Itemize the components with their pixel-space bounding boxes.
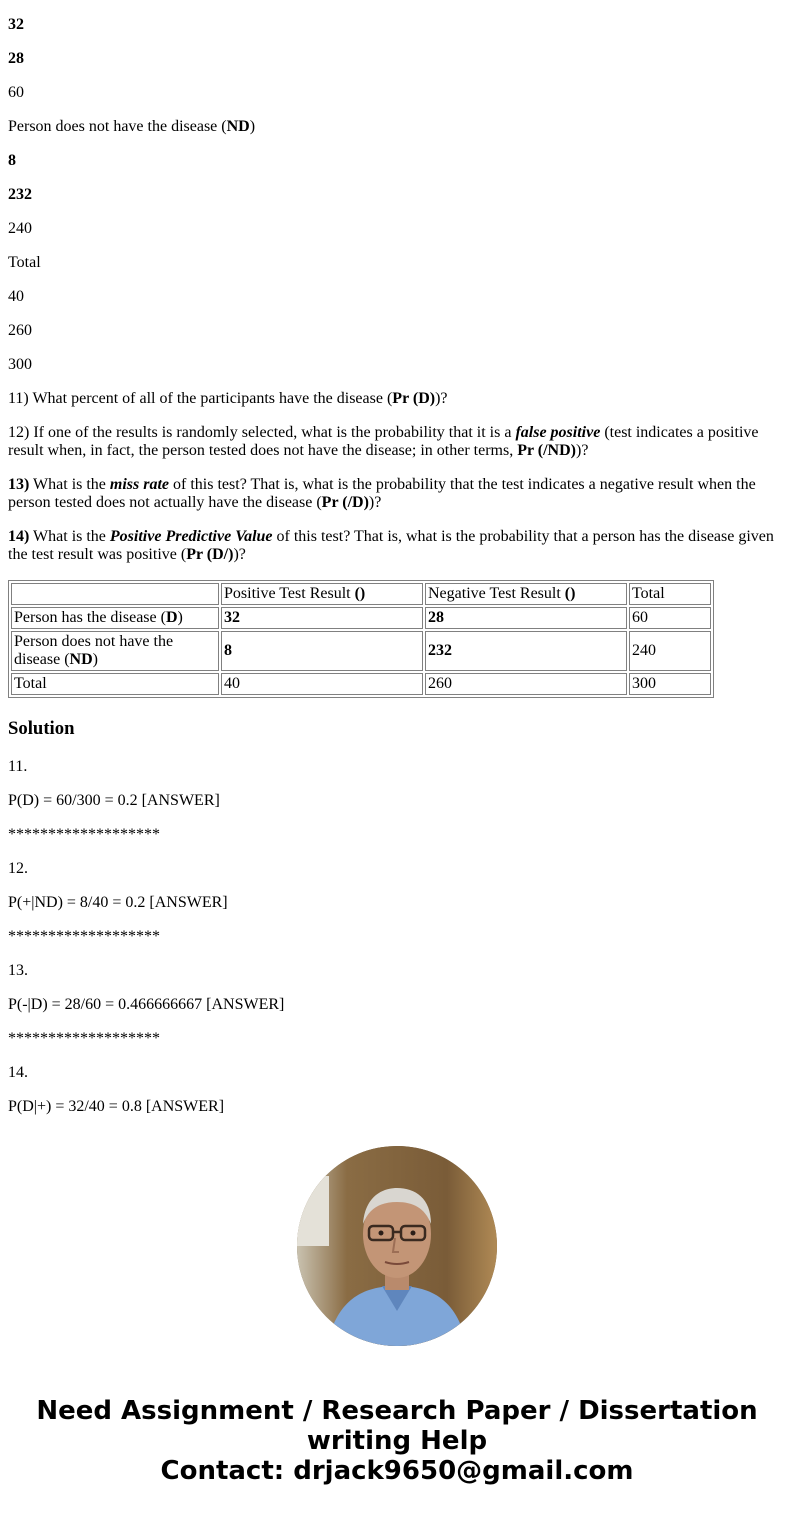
table-header-total: Total [629, 583, 711, 605]
table-cell: 60 [629, 607, 711, 629]
question-14: 14) What is the Positive Predictive Value of this test? That is, what is the probability that a person has the disease given the test result was positive (Pr (D/))? [8, 528, 774, 563]
fragment-nd-label: Person does not have the disease (ND) [8, 118, 256, 135]
fragment-line: 60 [8, 84, 24, 101]
solution-answer: P(D) = 60/300 = 0.2 [ANSWER] [8, 792, 220, 809]
avatar [297, 1146, 497, 1346]
fragment-line: 32 [8, 16, 24, 33]
footer-cta [0, 1396, 794, 1486]
table-cell: 40 [221, 673, 423, 695]
solution-answer: P(D|+) = 32/40 = 0.8 [ANSWER] [8, 1098, 225, 1115]
solution-separator: ******************* [8, 826, 160, 843]
solution-answer: P(+|ND) = 8/40 = 0.2 [ANSWER] [8, 894, 228, 911]
table-row [11, 631, 711, 671]
table-cell: 260 [425, 673, 627, 695]
table-header-row [11, 583, 711, 605]
solution-number: 11. [8, 758, 28, 775]
table-row [11, 607, 711, 629]
table-cell: 8 [221, 631, 423, 671]
table-row-label: Total [11, 673, 219, 695]
table-cell: 32 [221, 607, 423, 629]
footer-line: writing Help [306, 1426, 488, 1456]
solution-separator: ******************* [8, 1030, 160, 1047]
solution-number: 14. [8, 1064, 28, 1081]
fragment-line: 28 [8, 50, 24, 67]
table-cell-blank [11, 583, 219, 605]
fragment-line: 300 [8, 356, 32, 373]
table-header-positive: Positive Test Result () [221, 583, 423, 605]
contingency-table [8, 580, 714, 698]
solution-answer: P(-|D) = 28/60 = 0.466666667 [ANSWER] [8, 996, 285, 1013]
footer-contact[interactable]: Contact: drjack9650@gmail.com [160, 1456, 634, 1486]
avatar-portrait-icon [297, 1146, 497, 1346]
solution-separator: ******************* [8, 928, 160, 945]
solution-number: 12. [8, 860, 28, 877]
fragment-line: 240 [8, 220, 32, 237]
solution-number: 13. [8, 962, 28, 979]
question-13: 13) What is the miss rate of this test? That is, what is the probability that the test indicates a negative result when the person tested does not actually have the disease (Pr (/D))? [8, 476, 756, 511]
footer-line: Need Assignment / Research Paper / Dissertation [36, 1396, 758, 1426]
avatar-container [0, 1146, 794, 1346]
fragment-line: 260 [8, 322, 32, 339]
table-cell: 300 [629, 673, 711, 695]
table-cell: 28 [425, 607, 627, 629]
solution-heading: Solution [8, 718, 75, 739]
fragment-line: 40 [8, 288, 24, 305]
table-cell: 232 [425, 631, 627, 671]
question-11: 11) What percent of all of the participants have the disease (Pr (D))? [8, 390, 448, 407]
table-row-label: Person does not have the disease (ND) [11, 631, 219, 671]
fragment-line: 232 [8, 186, 32, 203]
fragment-line: 8 [8, 152, 16, 169]
table-row [11, 673, 711, 695]
table-cell: 240 [629, 631, 711, 671]
fragment-line: Total [8, 254, 41, 271]
table-header-negative: Negative Test Result () [425, 583, 627, 605]
question-12: 12) If one of the results is randomly selected, what is the probability that it is a false positive (test indicates a positive result when, in fact, the person tested does not have the disease; in other terms, Pr (/ND))? [8, 424, 759, 459]
table-row-label: Person has the disease (D) [11, 607, 219, 629]
